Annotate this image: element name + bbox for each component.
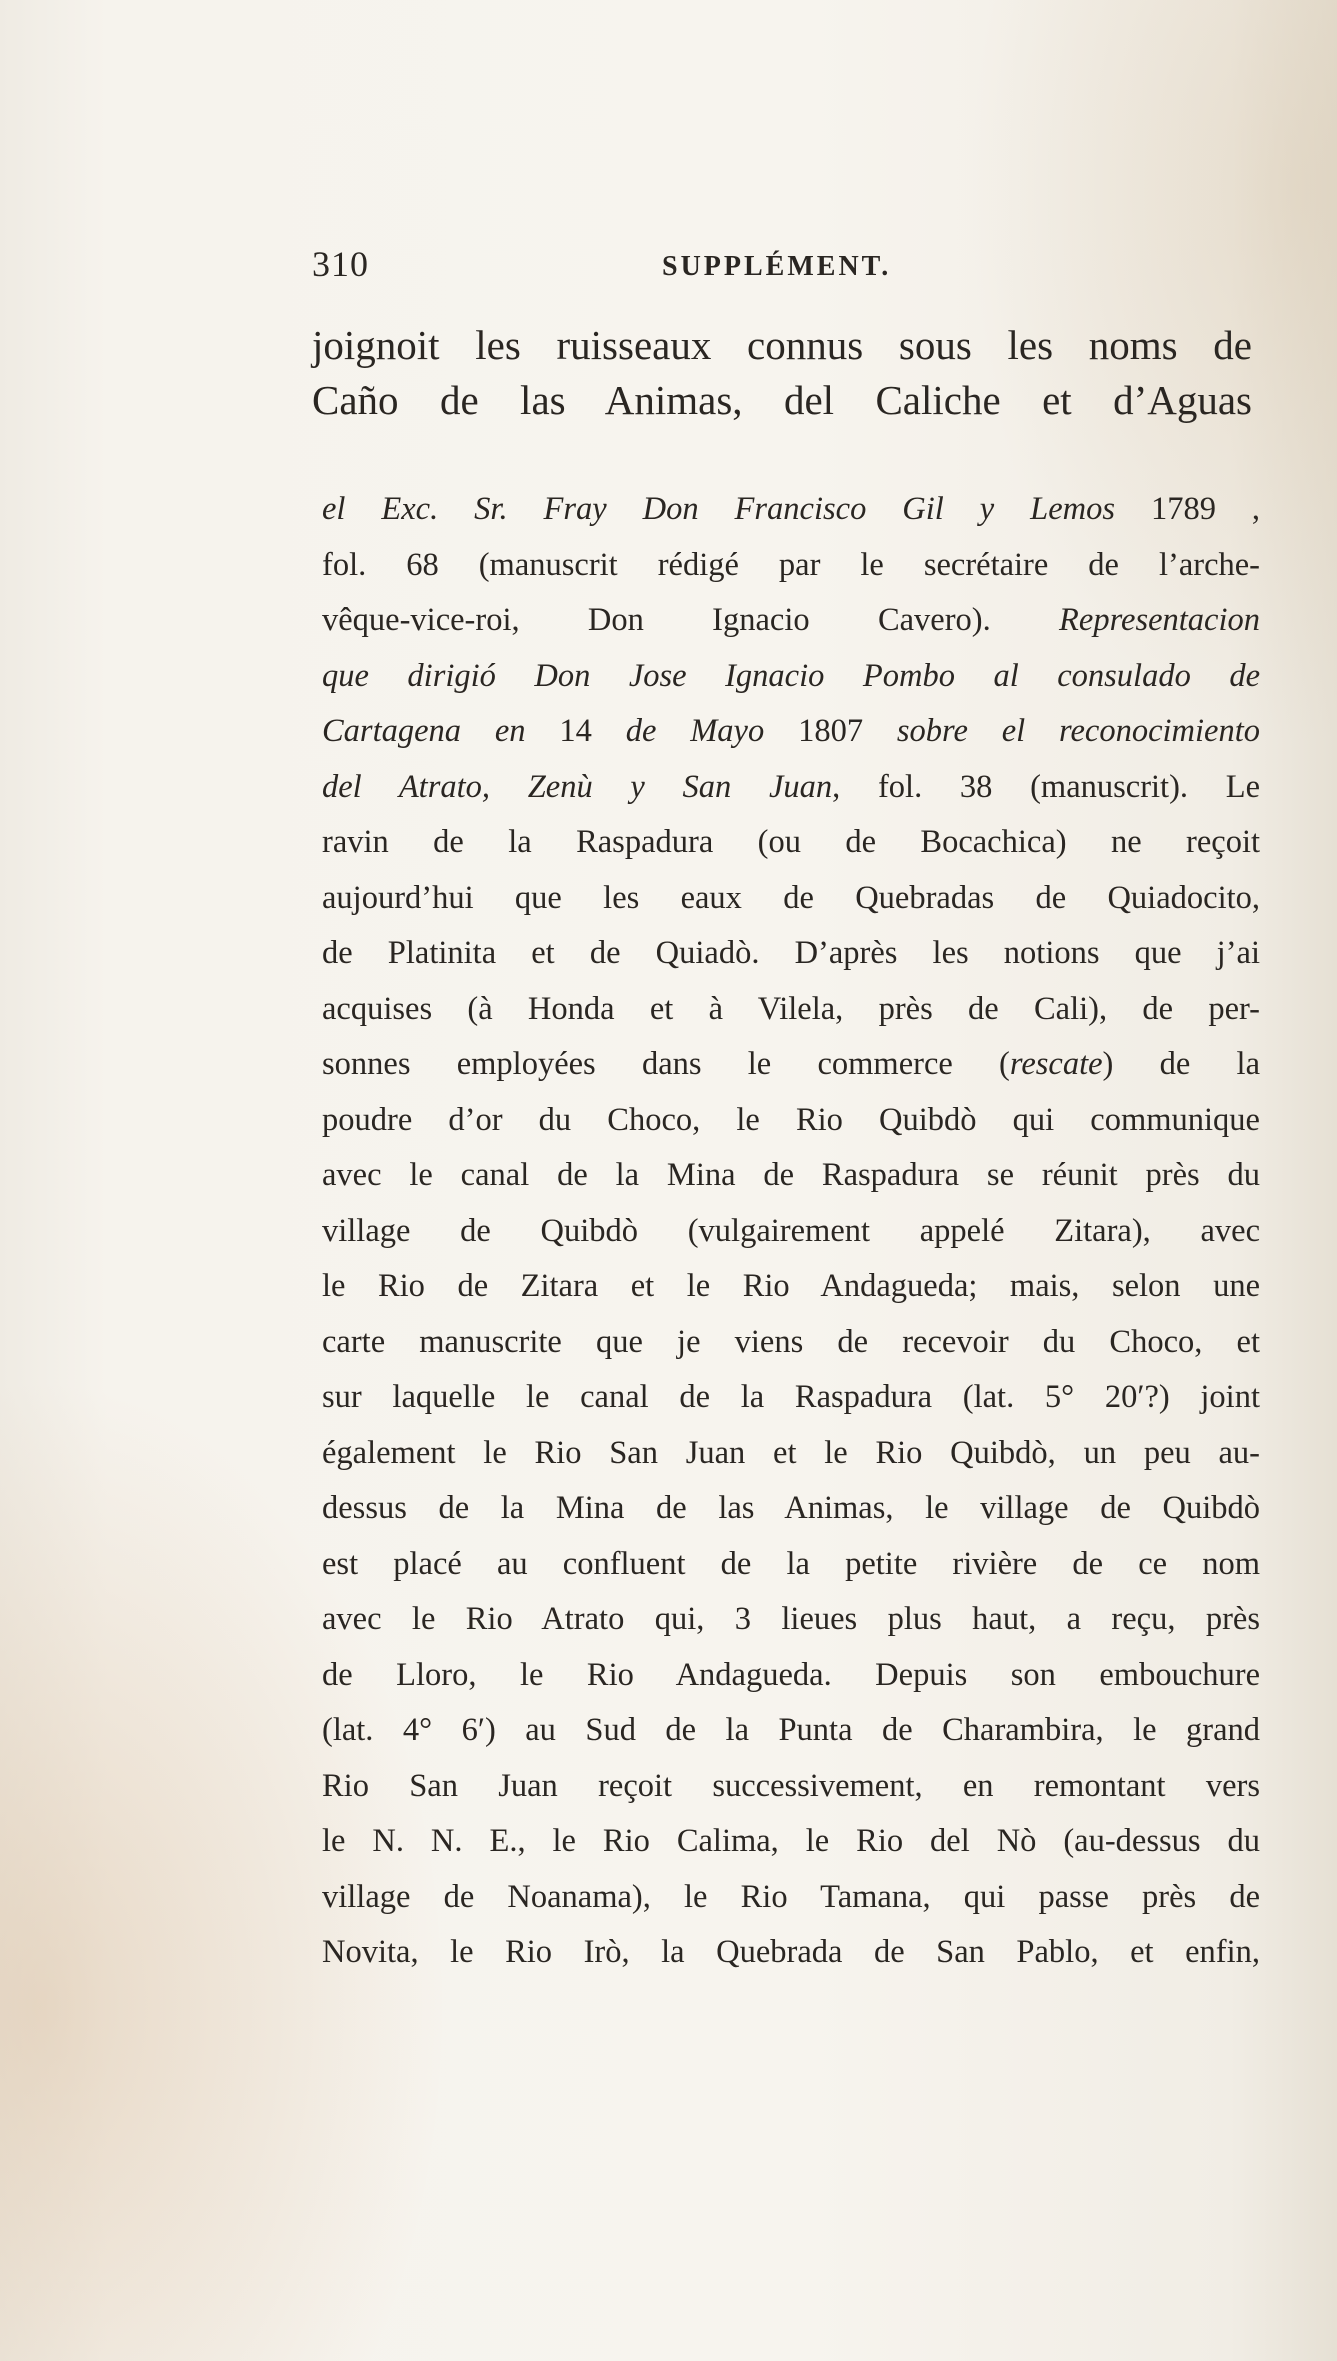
- footnote-line: [322, 538, 1260, 594]
- footnote-line: [322, 1037, 1260, 1093]
- footnote-text-segment: le N. N. E., le Rio Calima, le Rio del Nò (au-dessus du: [322, 1823, 1260, 1859]
- footnote-text-segment: , fol. 38 (manuscrit). Le: [832, 768, 1261, 805]
- footnote-text-segment: ravin de la Raspadura (ou de Bocachica) ne reçoit: [322, 824, 1260, 860]
- footnote-text-segment: acquises (à Honda et à Vilela, près de Cali), de per-: [322, 990, 1260, 1027]
- main-text-line: joignoit les ruisseaux connus sous les noms de: [312, 322, 1252, 368]
- footnote-italic-segment: rescate: [1009, 1046, 1103, 1082]
- footnote-line: [322, 593, 1260, 649]
- footnote-italic-segment: de Mayo: [625, 713, 765, 749]
- footnote-text-segment: village de Quibdò (vulgairement appelé Zitara), avec: [322, 1212, 1260, 1249]
- footnote-line: [322, 1481, 1260, 1537]
- footnote-line: [322, 1370, 1260, 1426]
- footnote-line: [322, 760, 1260, 816]
- footnote-line: [322, 1204, 1260, 1260]
- main-text: [312, 318, 1252, 428]
- footnote-text-segment: dessus de la Mina de las Animas, le village de Quibdò: [322, 1490, 1260, 1526]
- footnote-text-segment: carte manuscrite que je viens de recevoir du Choco, et: [322, 1323, 1260, 1360]
- footnote-text-segment: village de Noanama), le Rio Tamana, qui passe près de: [322, 1878, 1260, 1915]
- footnote-text-segment: sonnes employées dans le commerce (: [322, 1046, 1010, 1082]
- main-text-line: Caño de las Animas, del Caliche et d’Aguas: [312, 377, 1252, 423]
- footnote-line: [322, 1648, 1260, 1704]
- page-number: 310: [312, 244, 369, 284]
- footnote-text-segment: ) de la: [1102, 1046, 1260, 1082]
- footnote-line: [322, 1703, 1260, 1759]
- footnote-text-segment: Rio San Juan reçoit successivement, en remontant vers: [322, 1767, 1260, 1804]
- footnote-text-segment: de Lloro, le Rio Andagueda. Depuis son embouchure: [322, 1656, 1260, 1693]
- footnote-italic-segment: el Exc. Sr. Fray Don Francisco Gil y Lemos: [322, 491, 1115, 527]
- footnote-text-segment: est placé au confluent de la petite rivière de ce nom: [322, 1545, 1260, 1582]
- footnote-text-segment: vêque-vice-roi, Don Ignacio Cavero).: [322, 602, 1060, 638]
- footnote-text-segment: fol. 68 (manuscrit rédigé par le secrétaire de l’arche-: [322, 546, 1260, 583]
- running-head: SUPPLÉMENT.: [662, 251, 892, 282]
- footnote-line: [322, 1814, 1260, 1870]
- footnote-italic-segment: Cartagena en: [322, 713, 526, 749]
- footnote-text-segment: (lat. 4° 6′) au Sud de la Punta de Charambira, le grand: [322, 1712, 1260, 1748]
- footnote-line: [322, 815, 1260, 871]
- footnote-text-segment: avec le Rio Atrato qui, 3 lieues plus haut, a reçu, près: [322, 1601, 1260, 1637]
- footnote-text-segment: aujourd’hui que les eaux de Quebradas de Quiadocito,: [322, 879, 1260, 916]
- footnote-text-segment: également le Rio San Juan et le Rio Quibdò, un peu au-: [322, 1434, 1260, 1471]
- footnote-text-segment: 1807: [764, 713, 897, 749]
- footnote-italic-segment: Representacion: [1059, 602, 1260, 638]
- footnote-line: [322, 704, 1260, 760]
- footnote-line: [322, 1315, 1260, 1371]
- footnote-italic-segment: del Atrato, Zenù y San Juan: [322, 768, 833, 805]
- footnote-line: [322, 1759, 1260, 1815]
- footnote-text-segment: avec le canal de la Mina de Raspadura se réunit près du: [322, 1157, 1260, 1193]
- footnote-line: [322, 1426, 1260, 1482]
- page-header: [312, 243, 1252, 287]
- footnote-line: [322, 926, 1260, 982]
- footnote-text-segment: 14: [525, 713, 626, 749]
- footnote-line: [322, 1093, 1260, 1149]
- footnote-text-segment: Novita, le Rio Irò, la Quebrada de San Pablo, et enfin,: [322, 1934, 1260, 1970]
- footnote-line: [322, 1148, 1260, 1204]
- footnote-line: [322, 982, 1260, 1038]
- footnote: [322, 482, 1260, 1981]
- footnote-line: [322, 1592, 1260, 1648]
- footnote-line: [322, 1259, 1260, 1315]
- footnote-italic-segment: sobre el reconocimiento: [896, 713, 1260, 749]
- footnote-italic-segment: que dirigió Don Jose Ignacio Pombo al consulado de: [322, 657, 1260, 694]
- footnote-line: [322, 1537, 1260, 1593]
- footnote-text-segment: 1789 ,: [1115, 491, 1261, 527]
- footnote-line: [322, 482, 1260, 538]
- footnote-line: [322, 1925, 1260, 1981]
- footnote-text-segment: le Rio de Zitara et le Rio Andagueda; mais, selon une: [322, 1268, 1260, 1304]
- footnote-text-segment: de Platinita et de Quiadò. D’après les notions que j’ai: [322, 935, 1260, 971]
- footnote-text-segment: sur laquelle le canal de la Raspadura (lat. 5° 20′?) joint: [322, 1379, 1260, 1415]
- footnote-line: [322, 649, 1260, 705]
- footnote-line: [322, 871, 1260, 927]
- footnote-text-segment: poudre d’or du Choco, le Rio Quibdò qui communique: [322, 1101, 1260, 1138]
- footnote-line: [322, 1870, 1260, 1926]
